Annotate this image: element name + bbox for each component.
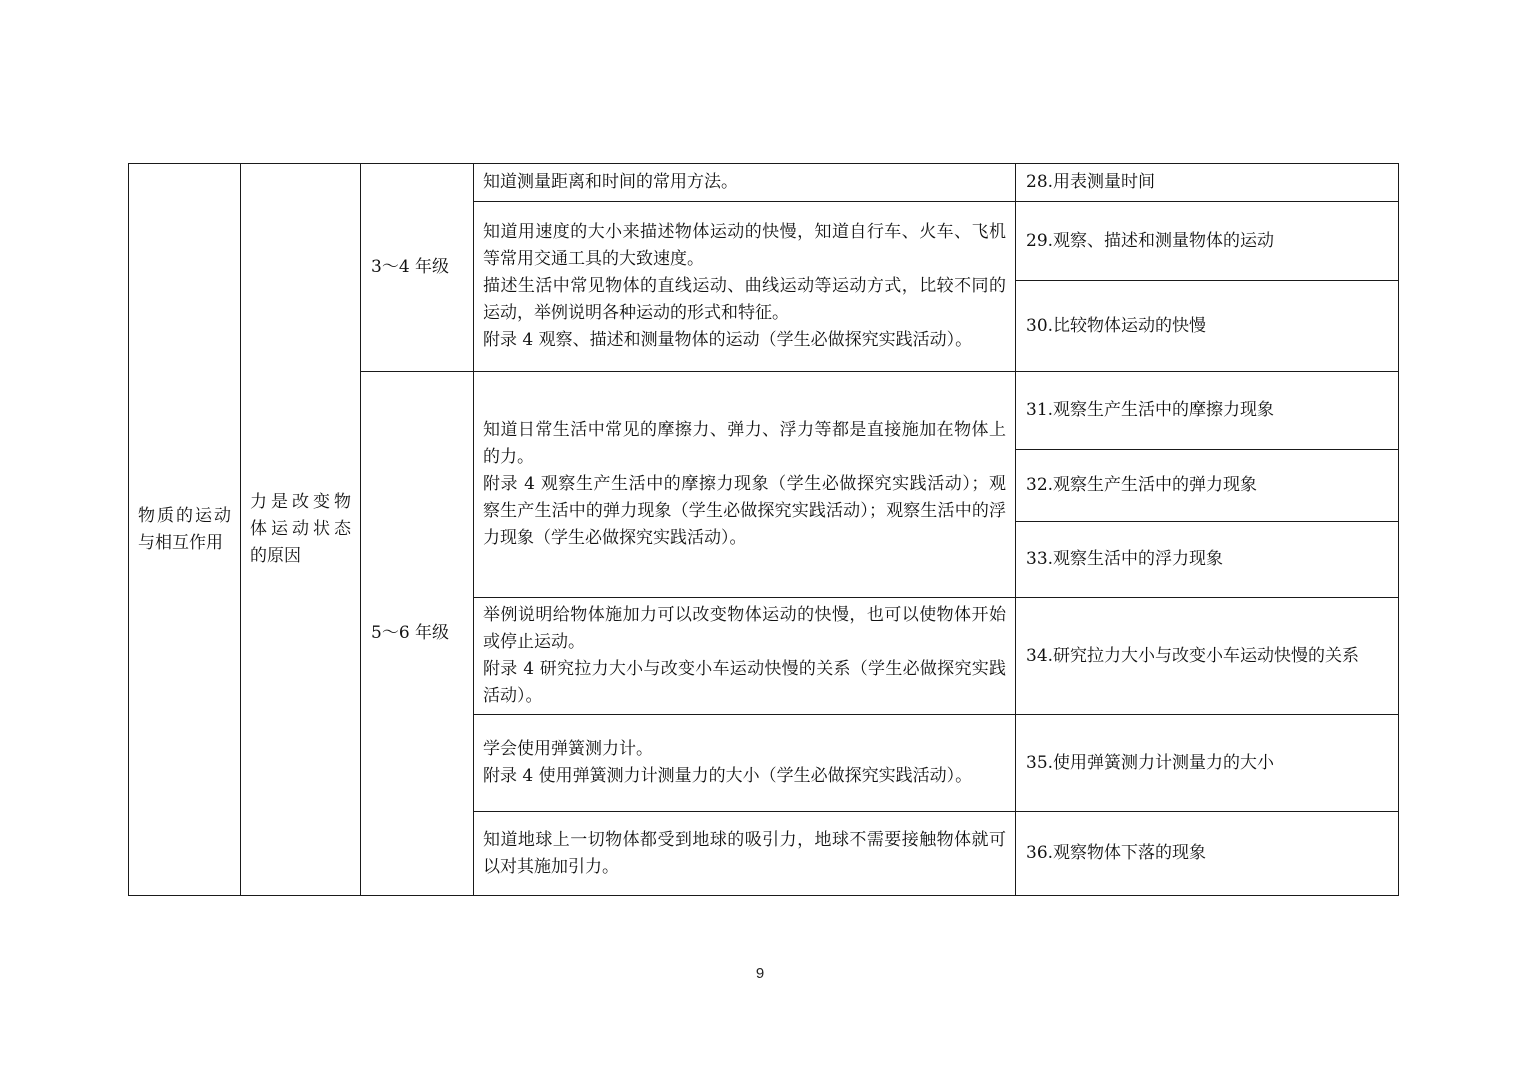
activity-36: 36.观察物体下落的现象 (1016, 812, 1399, 896)
requirement-forces-text: 知道日常生活中常见的摩擦力、弹力、浮力等都是直接施加在物体上的力。 (483, 420, 1006, 467)
topic-cell: 物质的运动与相互作用 (129, 164, 241, 896)
activity-34: 34.研究拉力大小与改变小车运动快慢的关系 (1016, 598, 1399, 715)
requirement-measure-distance-time: 知道测量距离和时间的常用方法。 (474, 164, 1016, 202)
requirement-spring-scale (474, 715, 1016, 812)
activity-29: 29.观察、描述和测量物体的运动 (1016, 202, 1399, 281)
requirement-force-changes-motion (474, 598, 1016, 715)
table-row (129, 164, 1399, 202)
appendix-observe-motion-text: 附录 4 观察、描述和测量物体的运动（学生必做探究实践活动）。 (483, 330, 973, 350)
requirement-spring-scale-text: 学会使用弹簧测力计。 (483, 739, 653, 759)
requirement-speed-text: 知道用速度的大小来描述物体运动的快慢，知道自行车、火车、飞机等常用交通工具的大致速度。 (483, 222, 1006, 269)
requirement-friction-elastic-buoyancy (474, 372, 1016, 598)
requirement-gravity: 知道地球上一切物体都受到地球的吸引力，地球不需要接触物体就可以对其施加引力。 (474, 812, 1016, 896)
activity-30: 30.比较物体运动的快慢 (1016, 281, 1399, 372)
curriculum-table (128, 163, 1399, 896)
requirement-motion-types-text: 描述生活中常见物体的直线运动、曲线运动等运动方式，比较不同的运动，举例说明各种运动的形式和特征。 (483, 276, 1006, 323)
requirement-speed-motion (474, 202, 1016, 372)
activity-28: 28.用表测量时间 (1016, 164, 1399, 202)
appendix-pulling-force-text: 附录 4 研究拉力大小与改变小车运动快慢的关系（学生必做探究实践活动）。 (483, 659, 1006, 706)
grade-5-6-cell: 5～6 年级 (361, 372, 474, 896)
activity-32: 32.观察生产生活中的弹力现象 (1016, 450, 1399, 522)
requirement-force-motion-text: 举例说明给物体施加力可以改变物体运动的快慢，也可以使物体开始或停止运动。 (483, 605, 1006, 652)
activity-33: 33.观察生活中的浮力现象 (1016, 522, 1399, 598)
grade-3-4-cell: 3～4 年级 (361, 164, 474, 372)
page-number: 9 (755, 965, 765, 982)
activity-31: 31.观察生产生活中的摩擦力现象 (1016, 372, 1399, 450)
subtopic-cell: 力是改变物体运动状态的原因 (241, 164, 361, 896)
appendix-spring-scale-text: 附录 4 使用弹簧测力计测量力的大小（学生必做探究实践活动）。 (483, 766, 973, 786)
activity-35: 35.使用弹簧测力计测量力的大小 (1016, 715, 1399, 812)
appendix-forces-text: 附录 4 观察生产生活中的摩擦力现象（学生必做探究实践活动）；观察生产生活中的弹力现象（学生必做探究实践活动）；观察生活中的浮力现象（学生必做探究实践活动）。 (483, 474, 1006, 548)
